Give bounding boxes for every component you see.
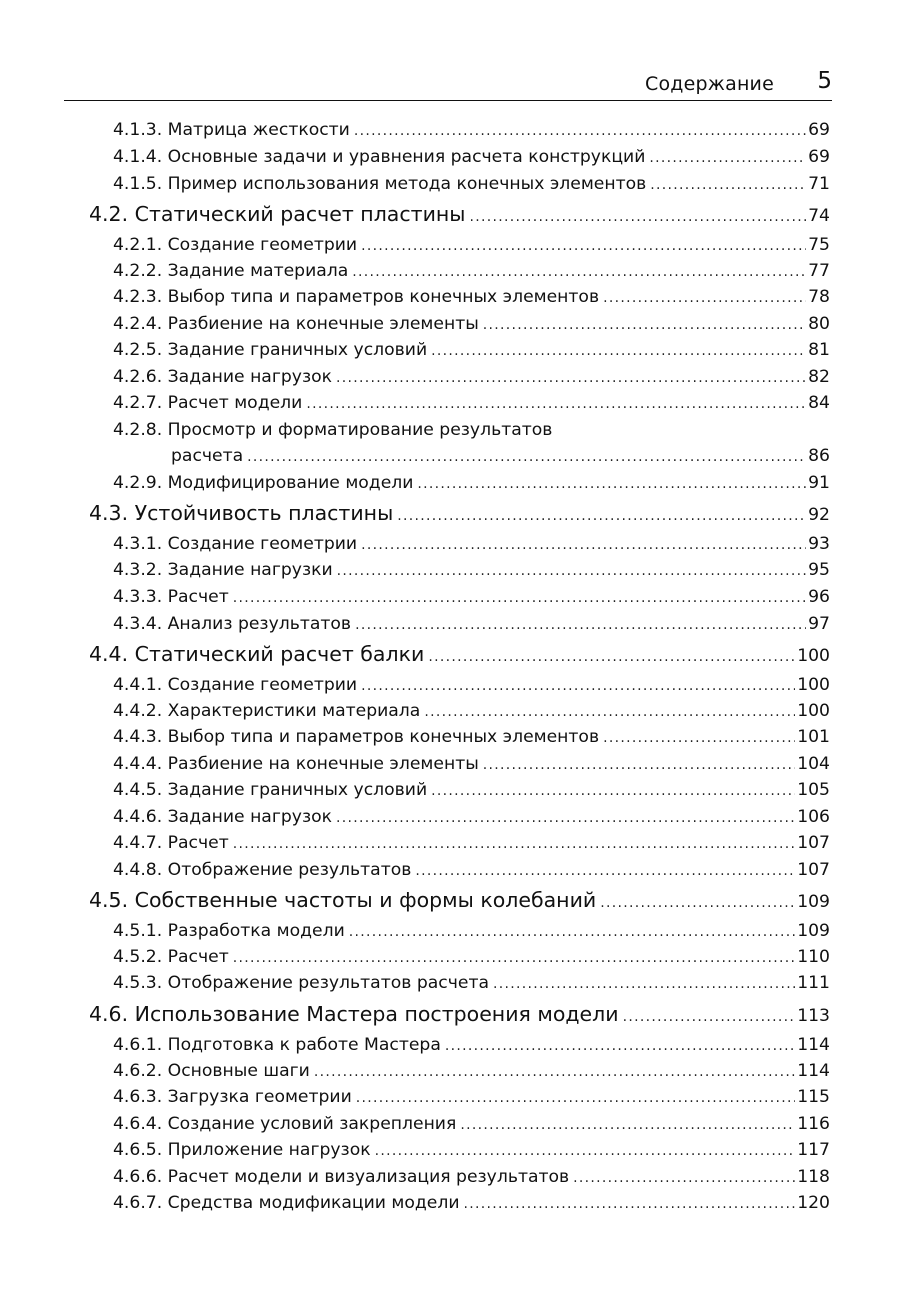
toc-entry-label: 4.1.4. Основные задачи и уравнения расчета конструкций — [113, 147, 646, 167]
toc-entry-label: 4.6.2. Основные шаги — [113, 1061, 310, 1081]
toc-section-4-4[interactable] — [89, 642, 830, 672]
toc-entry-label: 4.4.5. Задание граничных условий — [113, 780, 428, 800]
dot-leader — [247, 449, 806, 465]
toc-entry-page: 107 — [797, 833, 830, 853]
toc-entry-label: 4.3.2. Задание нагрузки — [113, 560, 333, 580]
toc-entry-4-4-8[interactable] — [113, 860, 830, 886]
toc-entry-4-1-4[interactable] — [113, 147, 830, 173]
toc-section-page: 109 — [797, 892, 830, 912]
toc-entry-label: 4.4.8. Отображение результатов — [113, 860, 412, 880]
toc-entry-label: 4.2.8. Просмотр и форматирование результатов — [113, 420, 553, 440]
toc-entry-4-2-6[interactable] — [113, 367, 830, 393]
toc-entry-page: 96 — [808, 587, 830, 607]
toc-entry-page: 105 — [797, 780, 830, 800]
toc-entry-4-4-5[interactable] — [113, 780, 830, 806]
toc-entry-label: 4.6.6. Расчет модели и визуализация результатов — [113, 1167, 570, 1187]
dot-leader — [483, 317, 806, 333]
toc-entry-4-2-8-first-line[interactable] — [113, 420, 552, 440]
toc-section-4-6[interactable] — [89, 1002, 830, 1032]
toc-entry-4-3-2[interactable] — [113, 560, 830, 586]
dot-leader — [356, 1090, 795, 1106]
toc-entry-label: 4.6.1. Подготовка к работе Мастера — [113, 1035, 441, 1055]
toc-entry-4-4-7[interactable] — [113, 833, 830, 859]
toc-entry-label: 4.6.3. Загрузка геометрии — [113, 1087, 352, 1107]
toc-entry-page: 110 — [797, 947, 830, 967]
toc-entry-label: 4.6.4. Создание условий закрепления — [113, 1114, 457, 1134]
toc-entry-page: 78 — [808, 287, 830, 307]
toc-section-page: 92 — [808, 505, 830, 525]
toc-entry-4-6-6[interactable] — [113, 1167, 830, 1193]
dot-leader — [428, 649, 795, 665]
toc-entry-4-5-2[interactable] — [113, 947, 830, 973]
toc-entry-continuation-text: расчета — [171, 446, 244, 466]
toc-entry-4-5-1[interactable] — [113, 921, 830, 947]
toc-entry-4-2-8[interactable] — [113, 446, 830, 472]
toc-entry-label: 4.4.3. Выбор типа и параметров конечных элементов — [113, 727, 600, 747]
toc-entry-4-1-3[interactable] — [113, 120, 830, 146]
toc-entry-page: 86 — [808, 446, 830, 466]
dot-leader — [493, 976, 795, 992]
dot-leader — [361, 678, 795, 694]
dot-leader — [623, 1009, 796, 1025]
header-title: Содержание — [645, 73, 774, 95]
toc-entry-label: 4.5.2. Расчет — [113, 947, 229, 967]
toc-entry-page: 116 — [797, 1114, 830, 1134]
toc-entry-page: 82 — [808, 367, 830, 387]
toc-entry-4-4-2[interactable] — [113, 701, 830, 727]
toc-entry-page: 100 — [797, 675, 830, 695]
toc-entry-label: 4.2.4. Разбиение на конечные элементы — [113, 314, 479, 334]
toc-entry-page: 69 — [808, 147, 830, 167]
toc-entry-label: 4.2.2. Задание материала — [113, 261, 349, 281]
toc-entry-page: 106 — [797, 807, 830, 827]
toc-entry-page: 97 — [808, 614, 830, 634]
dot-leader — [336, 370, 806, 386]
toc-entry-4-2-3[interactable] — [113, 287, 830, 313]
toc-entry-page: 91 — [808, 473, 830, 493]
toc-entry-page: 100 — [797, 701, 830, 721]
dot-leader — [464, 1196, 796, 1212]
toc-section-page: 74 — [808, 206, 830, 226]
toc-entry-4-6-7[interactable] — [113, 1193, 830, 1219]
toc-entry-label: 4.2.1. Создание геометрии — [113, 235, 358, 255]
dot-leader — [397, 508, 806, 524]
dot-leader — [233, 836, 795, 852]
dot-leader — [603, 290, 806, 306]
toc-entry-4-2-5[interactable] — [113, 340, 830, 366]
toc-section-label: 4.6. Использование Мастера построения модели — [89, 1002, 619, 1026]
toc-entry-page: 101 — [797, 727, 830, 747]
dot-leader — [361, 238, 806, 254]
toc-entry-page: 80 — [808, 314, 830, 334]
toc-entry-page: 81 — [808, 340, 830, 360]
toc-entry-label: 4.3.3. Расчет — [113, 587, 229, 607]
dot-leader — [349, 924, 795, 940]
dot-leader — [354, 123, 806, 139]
toc-entry-4-2-7[interactable] — [113, 393, 830, 419]
toc-entry-page: 93 — [808, 534, 830, 554]
dot-leader — [233, 950, 795, 966]
dot-leader — [306, 396, 806, 412]
dot-leader — [233, 590, 806, 606]
toc-entry-4-3-4[interactable] — [113, 614, 830, 640]
toc-section-label: 4.3. Устойчивость пластины — [89, 501, 394, 525]
dot-leader — [352, 264, 806, 280]
dot-leader — [650, 177, 806, 193]
toc-entry-label: 4.2.5. Задание граничных условий — [113, 340, 428, 360]
toc-entry-4-2-1[interactable] — [113, 235, 830, 261]
toc-entry-page: 111 — [797, 973, 830, 993]
toc-entry-label: 4.2.7. Расчет модели — [113, 393, 303, 413]
dot-leader — [573, 1170, 795, 1186]
dot-leader — [417, 476, 806, 492]
toc-entry-page: 95 — [808, 560, 830, 580]
toc-entry-label: 4.3.1. Создание геометрии — [113, 534, 358, 554]
toc-entry-4-6-5[interactable] — [113, 1140, 830, 1166]
toc-entry-4-4-1[interactable] — [113, 675, 830, 701]
dot-leader — [431, 783, 795, 799]
toc-entry-page: 114 — [797, 1035, 830, 1055]
toc-entry-4-2-2[interactable] — [113, 261, 830, 287]
toc-entry-page: 104 — [797, 754, 830, 774]
toc-entry-label: 4.1.5. Пример использования метода конечных элементов — [113, 174, 647, 194]
toc-entry-page: 118 — [797, 1167, 830, 1187]
toc-entry-4-2-4[interactable] — [113, 314, 830, 340]
dot-leader — [649, 150, 806, 166]
toc-section-4-5[interactable] — [89, 888, 830, 918]
toc-entry-page: 71 — [808, 174, 830, 194]
dot-leader — [314, 1064, 795, 1080]
toc-entry-label: 4.4.6. Задание нагрузок — [113, 807, 332, 827]
toc-entry-page: 77 — [808, 261, 830, 281]
dot-leader — [424, 704, 795, 720]
toc-entry-page: 114 — [797, 1061, 830, 1081]
dot-leader — [603, 730, 795, 746]
toc-entry-page: 84 — [808, 393, 830, 413]
toc-section-label: 4.4. Статический расчет балки — [89, 642, 425, 666]
toc-entry-label: 4.5.1. Разработка модели — [113, 921, 345, 941]
toc-entry-label: 4.6.7. Средства модификации модели — [113, 1193, 460, 1213]
toc-section-label: 4.5. Собственные частоты и формы колебаний — [89, 888, 597, 912]
toc-entry-label: 4.5.3. Отображение результатов расчета — [113, 973, 490, 993]
toc-entry-label: 4.4.2. Характеристики материала — [113, 701, 421, 721]
dot-leader — [375, 1143, 796, 1159]
toc-section-4-2[interactable] — [89, 202, 830, 232]
toc-entry-page: 109 — [797, 921, 830, 941]
toc-entry-page: 117 — [797, 1140, 830, 1160]
dot-leader — [483, 757, 795, 773]
toc-entry-page: 69 — [808, 120, 830, 140]
toc-entry-4-4-4[interactable] — [113, 754, 830, 780]
dot-leader — [600, 895, 795, 911]
dot-leader — [355, 617, 806, 633]
dot-leader — [415, 863, 795, 879]
toc-entry-label: 4.6.5. Приложение нагрузок — [113, 1140, 371, 1160]
dot-leader — [445, 1038, 795, 1054]
dot-leader — [469, 209, 806, 225]
dot-leader — [460, 1117, 795, 1133]
toc-entry-label: 4.4.1. Создание геометрии — [113, 675, 358, 695]
toc-entry-label: 4.2.6. Задание нагрузок — [113, 367, 332, 387]
toc-section-page: 113 — [797, 1006, 830, 1026]
toc-entry-4-3-3[interactable] — [113, 587, 830, 613]
toc-entry-page: 75 — [808, 235, 830, 255]
dot-leader — [336, 810, 795, 826]
toc-entry-4-6-1[interactable] — [113, 1035, 830, 1061]
toc-entry-label: 4.3.4. Анализ результатов — [113, 614, 352, 634]
toc-entry-4-5-3[interactable] — [113, 973, 830, 999]
dot-leader — [361, 537, 806, 553]
toc-entry-label: 4.2.9. Модифицирование модели — [113, 473, 414, 493]
toc-entry-page: 107 — [797, 860, 830, 880]
toc-entry-label: 4.4.7. Расчет — [113, 833, 229, 853]
toc-entry-continuation — [113, 446, 243, 466]
toc-entry-4-1-5[interactable] — [113, 174, 830, 200]
toc-section-4-3[interactable] — [89, 501, 830, 531]
dot-leader — [431, 343, 806, 359]
toc-entry-label: 4.1.3. Матрица жесткости — [113, 120, 350, 140]
toc-section-label: 4.2. Статический расчет пластины — [89, 202, 466, 226]
header-page-number: 5 — [817, 68, 832, 94]
toc-entry-4-3-1[interactable] — [113, 534, 830, 560]
toc-entry-label: 4.4.4. Разбиение на конечные элементы — [113, 754, 479, 774]
toc-entry-page: 120 — [797, 1193, 830, 1213]
toc-entry-4-6-4[interactable] — [113, 1114, 830, 1140]
dot-leader — [337, 563, 806, 579]
toc-entry-4-6-3[interactable] — [113, 1087, 830, 1113]
toc-entry-page: 115 — [797, 1087, 830, 1107]
toc-entry-4-4-6[interactable] — [113, 807, 830, 833]
toc-entry-4-2-9[interactable] — [113, 473, 830, 499]
toc-section-page: 100 — [797, 646, 830, 666]
toc-entry-label: 4.2.3. Выбор типа и параметров конечных элементов — [113, 287, 600, 307]
toc-entry-4-4-3[interactable] — [113, 727, 830, 753]
running-header — [64, 60, 832, 101]
toc-entry-4-6-2[interactable] — [113, 1061, 830, 1087]
